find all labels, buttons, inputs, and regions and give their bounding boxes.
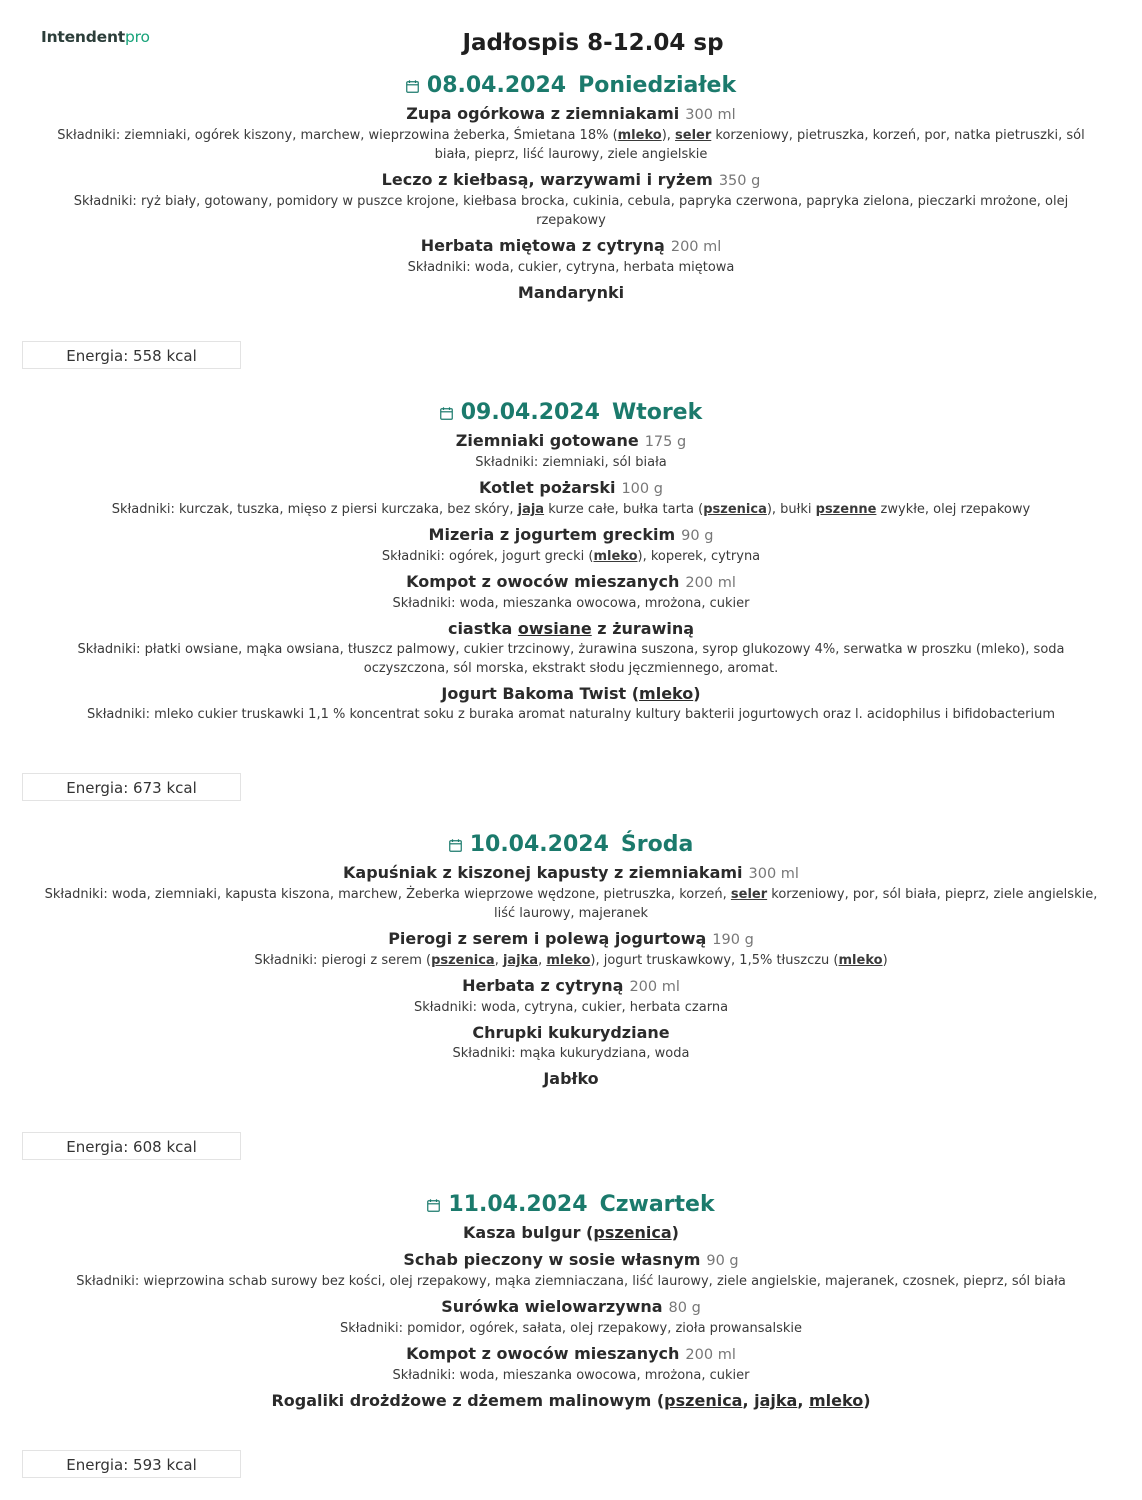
- meal-item: [0, 1390, 1142, 1412]
- allergen: mleko: [617, 128, 662, 143]
- allergen: pszenica: [664, 1391, 743, 1410]
- allergen: mleko: [639, 684, 694, 703]
- day-weekday: Wtorek: [611, 400, 703, 425]
- logo-text: Intendent: [41, 28, 126, 46]
- meal-ingredients: Składniki: ziemniaki, sól biała: [475, 455, 667, 470]
- meal-portion: 90 g: [706, 1253, 739, 1269]
- logo-text-accent: pro: [125, 28, 150, 46]
- allergen: pszenne: [815, 502, 877, 517]
- meal-item: [0, 430, 1142, 472]
- day-section: [0, 1190, 1142, 1417]
- day-heading: [0, 830, 1142, 860]
- meal-name: Pierogi z serem i polewą jogurtową 190 g: [388, 929, 754, 948]
- allergen: mleko: [838, 953, 883, 968]
- allergen: jaja: [517, 502, 545, 517]
- day-date: 10.04.2024: [469, 832, 609, 857]
- meal-portion: 100 g: [621, 481, 663, 497]
- meal-ingredients: Składniki: ryż biały, gotowany, pomidory w puszce krojone, kiełbasa brocka, cukinia, cebula, papryka czerwona, papryka zielona, pieczarki mrożone, olej rzepakowy: [73, 194, 1069, 228]
- meal-item: [0, 477, 1142, 519]
- day-heading: [0, 71, 1142, 101]
- meal-ingredients: Składniki: pomidor, ogórek, sałata, olej rzepakowy, zioła prowansalskie: [339, 1321, 803, 1336]
- meal-item: [0, 282, 1142, 304]
- meal-item: [0, 1343, 1142, 1385]
- meal-name: Mizeria z jogurtem greckim 90 g: [428, 525, 714, 544]
- energy-box: Energia: 593 kcal: [22, 1450, 241, 1478]
- meal-item: [0, 103, 1142, 164]
- meal-ingredients: Składniki: pierogi z serem (pszenica, jajka, mleko), jogurt truskawkowy, 1,5% tłuszczu (mleko): [254, 953, 888, 968]
- meal-name: Leczo z kiełbasą, warzywami i ryżem 350 g: [381, 170, 761, 189]
- meal-portion: 80 g: [668, 1300, 701, 1316]
- allergen: owsiane: [517, 619, 592, 638]
- allergen: pszenica: [703, 502, 767, 517]
- day-section: [0, 71, 1142, 309]
- meal-ingredients: Składniki: woda, mieszanka owocowa, mrożona, cukier: [392, 596, 750, 611]
- meal-name: Zupa ogórkowa z ziemniakami 300 ml: [406, 104, 736, 123]
- allergen: mleko: [808, 1391, 864, 1410]
- day-section: [0, 398, 1142, 729]
- meal-portion: 175 g: [644, 434, 687, 450]
- meal-name: Kotlet pożarski 100 g: [479, 478, 663, 497]
- meal-item: [0, 1222, 1142, 1244]
- allergen: seler: [675, 128, 712, 143]
- allergen: pszenica: [593, 1223, 672, 1242]
- meal-ingredients: Składniki: woda, cukier, cytryna, herbata miętowa: [407, 260, 735, 275]
- allergen: seler: [730, 887, 768, 902]
- allergen: mleko: [546, 953, 591, 968]
- meal-name: Chrupki kukurydziane: [472, 1023, 670, 1042]
- meal-portion: 90 g: [681, 528, 714, 544]
- meal-portion: 200 ml: [629, 979, 680, 995]
- meal-name: Schab pieczony w sosie własnym 90 g: [403, 1250, 739, 1269]
- meal-item: [0, 975, 1142, 1017]
- meal-ingredients: Składniki: ziemniaki, ogórek kiszony, marchew, wieprzowina żeberka, Śmietana 18% (mleko), seler korzeniowy, pietruszka, korzeń, por, natka pietruszki, sól biała, pieprz, liść laurowy, ziele angielskie: [57, 128, 1085, 162]
- meal-portion: 300 ml: [685, 107, 736, 123]
- meal-item: [0, 571, 1142, 613]
- day-weekday: Poniedziałek: [578, 73, 737, 98]
- meal-item: [0, 1296, 1142, 1338]
- day-heading: [0, 398, 1142, 428]
- meal-item: [0, 683, 1142, 724]
- energy-box: Energia: 558 kcal: [22, 341, 241, 369]
- meal-ingredients: Składniki: kurczak, tuszka, mięso z piersi kurczaka, bez skóry, jaja kurze całe, bułka tarta (pszenica), bułki pszenne zwykłe, olej rzepakowy: [111, 502, 1031, 517]
- meal-name: ciastka owsiane z żurawiną: [447, 619, 695, 638]
- energy-box: Energia: 608 kcal: [22, 1132, 241, 1160]
- allergen: jajka: [754, 1391, 798, 1410]
- meal-name: Jabłko: [543, 1069, 599, 1088]
- meal-ingredients: Składniki: wieprzowina schab surowy bez kości, olej rzepakowy, mąka ziemniaczana, liść laurowy, ziele angielskie, majeranek, czosnek, pieprz, sól biała: [76, 1274, 1066, 1289]
- meal-name: Herbata miętowa z cytryną 200 ml: [420, 236, 722, 255]
- meal-item: [0, 1022, 1142, 1063]
- meal-ingredients: Składniki: woda, mieszanka owocowa, mrożona, cukier: [392, 1368, 750, 1383]
- meal-item: [0, 862, 1142, 923]
- meal-ingredients: Składniki: płatki owsiane, mąka owsiana, tłuszcz palmowy, cukier trzcinowy, żurawina suszona, syrop glukozowy 4%, serwatka w proszku (mleko), soda oczyszczona, sól morska, ekstrakt słodu jęczmiennego, aromat.: [77, 642, 1065, 676]
- meal-name: Kasza bulgur (pszenica): [463, 1223, 679, 1242]
- meal-name: Herbata z cytryną 200 ml: [462, 976, 680, 995]
- allergen: jajka: [502, 953, 539, 968]
- energy-box: Energia: 673 kcal: [22, 773, 241, 801]
- meal-ingredients: Składniki: woda, cytryna, cukier, herbata czarna: [413, 1000, 729, 1015]
- day-date: 08.04.2024: [426, 73, 567, 98]
- calendar-icon: [449, 839, 462, 852]
- meal-name: Rogaliki drożdżowe z dżemem malinowym (pszenica, jajka, mleko): [271, 1391, 871, 1410]
- meal-portion: 200 ml: [670, 239, 722, 255]
- meal-item: [0, 1249, 1142, 1291]
- meal-item: [0, 928, 1142, 970]
- calendar-icon: [440, 407, 453, 420]
- day-date: 11.04.2024: [448, 1192, 588, 1217]
- meal-name: Kompot z owoców mieszanych 200 ml: [406, 1344, 736, 1363]
- meal-ingredients: Składniki: mleko cukier truskawki 1,1 % koncentrat soku z buraka aromat naturalny kultury bakterii jogurtowych oraz l. acidophilus i bifidobacterium: [86, 707, 1056, 722]
- meal-name: Ziemniaki gotowane 175 g: [455, 431, 687, 450]
- meal-item: [0, 169, 1142, 230]
- meal-ingredients: Składniki: ogórek, jogurt grecki (mleko), koperek, cytryna: [381, 549, 761, 564]
- allergen: mleko: [593, 549, 638, 564]
- day-date: 09.04.2024: [460, 400, 600, 425]
- meal-portion: 350 g: [718, 173, 761, 189]
- day-heading: [0, 1190, 1142, 1220]
- meal-portion: 190 g: [712, 932, 754, 948]
- meal-item: [0, 1068, 1142, 1090]
- day-section: [0, 830, 1142, 1095]
- meal-item: [0, 618, 1142, 678]
- meal-portion: 200 ml: [685, 1347, 736, 1363]
- calendar-icon: [406, 80, 419, 93]
- meal-portion: 300 ml: [748, 866, 799, 882]
- meal-name: Surówka wielowarzywna 80 g: [441, 1297, 701, 1316]
- day-weekday: Środa: [620, 832, 694, 857]
- day-weekday: Czwartek: [599, 1192, 715, 1217]
- meal-item: [0, 235, 1142, 277]
- meal-ingredients: Składniki: mąka kukurydziana, woda: [452, 1046, 690, 1061]
- calendar-icon: [427, 1199, 440, 1212]
- meal-name: Kompot z owoców mieszanych 200 ml: [406, 572, 736, 591]
- allergen: pszenica: [431, 953, 495, 968]
- meal-portion: 200 ml: [685, 575, 736, 591]
- meal-ingredients: Składniki: woda, ziemniaki, kapusta kiszona, marchew, Żeberka wieprzowe wędzone, pietruszka, korzeń, seler korzeniowy, por, sól biała, pieprz, ziele angielskie, liść laurowy, majeranek: [44, 887, 1098, 921]
- meal-name: Kapuśniak z kiszonej kapusty z ziemniakami 300 ml: [343, 863, 799, 882]
- meal-item: [0, 524, 1142, 566]
- meal-name: Mandarynki: [517, 283, 625, 302]
- page-title: Jadłospis 8-12.04 sp: [462, 30, 724, 56]
- meal-name: Jogurt Bakoma Twist (mleko): [441, 684, 701, 703]
